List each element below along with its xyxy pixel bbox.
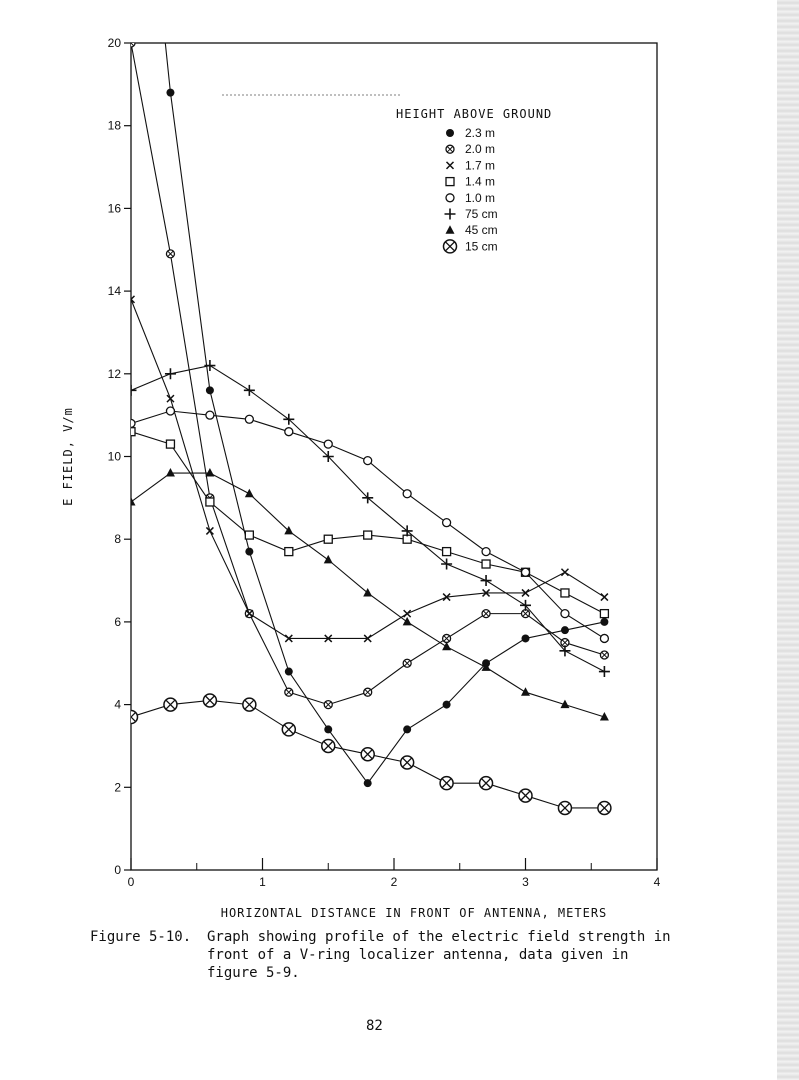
series-75-cm xyxy=(126,360,610,677)
y-tick-label: 2 xyxy=(114,780,121,795)
data-point xyxy=(245,548,253,556)
series-line xyxy=(131,299,604,638)
data-point xyxy=(245,531,253,539)
series-line xyxy=(131,43,604,705)
data-point xyxy=(558,801,571,814)
data-point xyxy=(600,634,608,642)
legend-entry: 1.4 m xyxy=(465,174,496,189)
x-tick-label: 4 xyxy=(653,875,661,889)
data-point xyxy=(443,701,451,709)
data-point xyxy=(443,548,451,556)
data-point xyxy=(126,385,137,396)
data-point xyxy=(164,698,177,711)
data-point xyxy=(166,407,174,415)
legend-marker xyxy=(446,178,454,186)
data-point xyxy=(206,386,214,394)
data-point xyxy=(403,659,411,667)
data-point xyxy=(364,531,372,539)
legend-marker xyxy=(447,162,454,169)
series-15-cm xyxy=(125,694,611,815)
data-point xyxy=(166,89,174,97)
legend-entry: 75 cm xyxy=(465,207,498,221)
data-point xyxy=(166,250,174,258)
data-point xyxy=(245,489,254,498)
data-point xyxy=(206,498,214,506)
y-axis-title: E FIELD, V/m xyxy=(61,407,75,506)
legend-entry: 1.0 m xyxy=(465,190,496,205)
data-point xyxy=(364,688,372,696)
scan-edge xyxy=(777,0,799,1080)
data-point xyxy=(243,698,256,711)
legend-entry: 1.7 m xyxy=(465,158,496,173)
data-point xyxy=(522,568,530,576)
data-point xyxy=(285,668,293,676)
y-tick-label: 8 xyxy=(114,532,121,547)
data-point xyxy=(599,666,610,677)
y-tick-label: 12 xyxy=(107,366,121,381)
legend-marker xyxy=(446,194,454,202)
data-point xyxy=(206,411,214,419)
series-layer xyxy=(125,0,611,814)
data-point xyxy=(167,395,174,402)
figure-caption-text: Graph showing profile of the electric field strength in front of a V-ring localizer antenna, data given in figure 5-9. xyxy=(207,929,671,981)
data-point xyxy=(324,725,332,733)
legend-entry: 2.3 m xyxy=(465,126,496,140)
data-point xyxy=(125,711,138,724)
plot-border xyxy=(131,43,657,870)
data-point xyxy=(403,490,411,498)
data-point xyxy=(285,548,293,556)
data-point xyxy=(443,634,451,642)
legend-marker xyxy=(446,225,455,234)
data-point xyxy=(561,589,569,597)
data-point xyxy=(364,457,372,465)
data-point xyxy=(285,688,293,696)
data-point xyxy=(401,756,414,769)
data-point xyxy=(600,610,608,618)
series-45-cm xyxy=(127,468,609,720)
data-point xyxy=(127,419,135,427)
legend-entry: 45 cm xyxy=(465,223,498,238)
data-point xyxy=(364,779,372,787)
legend-title: HEIGHT ABOVE GROUND xyxy=(396,107,553,121)
data-point xyxy=(403,725,411,733)
data-point xyxy=(166,440,174,448)
x-tick-label: 2 xyxy=(390,875,398,889)
legend-entry: 2.0 m xyxy=(465,142,496,157)
data-point xyxy=(363,588,372,597)
data-point xyxy=(322,739,335,752)
data-point xyxy=(166,468,175,477)
data-point xyxy=(324,555,333,564)
data-point xyxy=(361,748,374,761)
y-tick-label: 4 xyxy=(114,697,121,712)
legend-marker xyxy=(446,145,454,153)
data-point xyxy=(482,560,490,568)
legend-entry: 15 cm xyxy=(465,239,498,254)
legend-marker xyxy=(444,240,457,253)
data-point xyxy=(282,723,295,736)
data-point xyxy=(203,694,216,707)
data-point xyxy=(127,497,136,506)
data-point xyxy=(600,651,608,659)
page-number: 82 xyxy=(366,1018,383,1034)
y-tick-label: 16 xyxy=(107,201,121,216)
y-tick-label: 18 xyxy=(107,118,121,133)
data-point xyxy=(285,428,293,436)
data-point xyxy=(561,610,569,618)
data-point xyxy=(482,610,490,618)
data-point xyxy=(403,617,412,626)
series-line xyxy=(131,366,604,672)
legend-marker xyxy=(446,129,454,137)
y-tick-label: 10 xyxy=(107,449,121,464)
data-point xyxy=(480,777,493,790)
data-point xyxy=(561,626,569,634)
x-axis-title: HORIZONTAL DISTANCE IN FRONT OF ANTENNA, METERS xyxy=(220,906,608,920)
data-point xyxy=(324,440,332,448)
data-point xyxy=(522,634,530,642)
data-point xyxy=(324,535,332,543)
data-point xyxy=(521,687,530,696)
data-point xyxy=(165,368,176,379)
data-point xyxy=(519,789,532,802)
data-point xyxy=(244,385,255,396)
data-point xyxy=(127,428,135,436)
figure-label: Figure 5-10. xyxy=(90,929,192,945)
y-tick-label: 0 xyxy=(114,863,121,877)
data-point xyxy=(561,569,568,576)
data-point xyxy=(482,548,490,556)
x-tick-label: 1 xyxy=(259,875,266,889)
y-tick-label: 14 xyxy=(107,284,121,299)
series-1-0-m xyxy=(127,407,608,642)
data-point xyxy=(601,594,608,601)
data-point xyxy=(481,575,492,586)
data-point xyxy=(245,415,253,423)
data-point xyxy=(440,777,453,790)
series-2-0-m xyxy=(127,39,608,709)
y-tick-label: 6 xyxy=(114,614,121,629)
legend-marker xyxy=(445,209,456,220)
data-point xyxy=(324,701,332,709)
data-point xyxy=(206,527,213,534)
legend xyxy=(222,95,552,253)
data-point xyxy=(442,642,451,651)
data-point xyxy=(600,618,608,626)
y-tick-label: 20 xyxy=(107,36,121,50)
data-point xyxy=(205,468,214,477)
data-point xyxy=(598,801,611,814)
series-line xyxy=(131,411,604,638)
x-tick-label: 0 xyxy=(127,875,135,889)
data-point xyxy=(404,610,411,617)
data-point xyxy=(443,519,451,527)
x-tick-label: 3 xyxy=(522,875,529,889)
plot-frame xyxy=(131,43,657,870)
